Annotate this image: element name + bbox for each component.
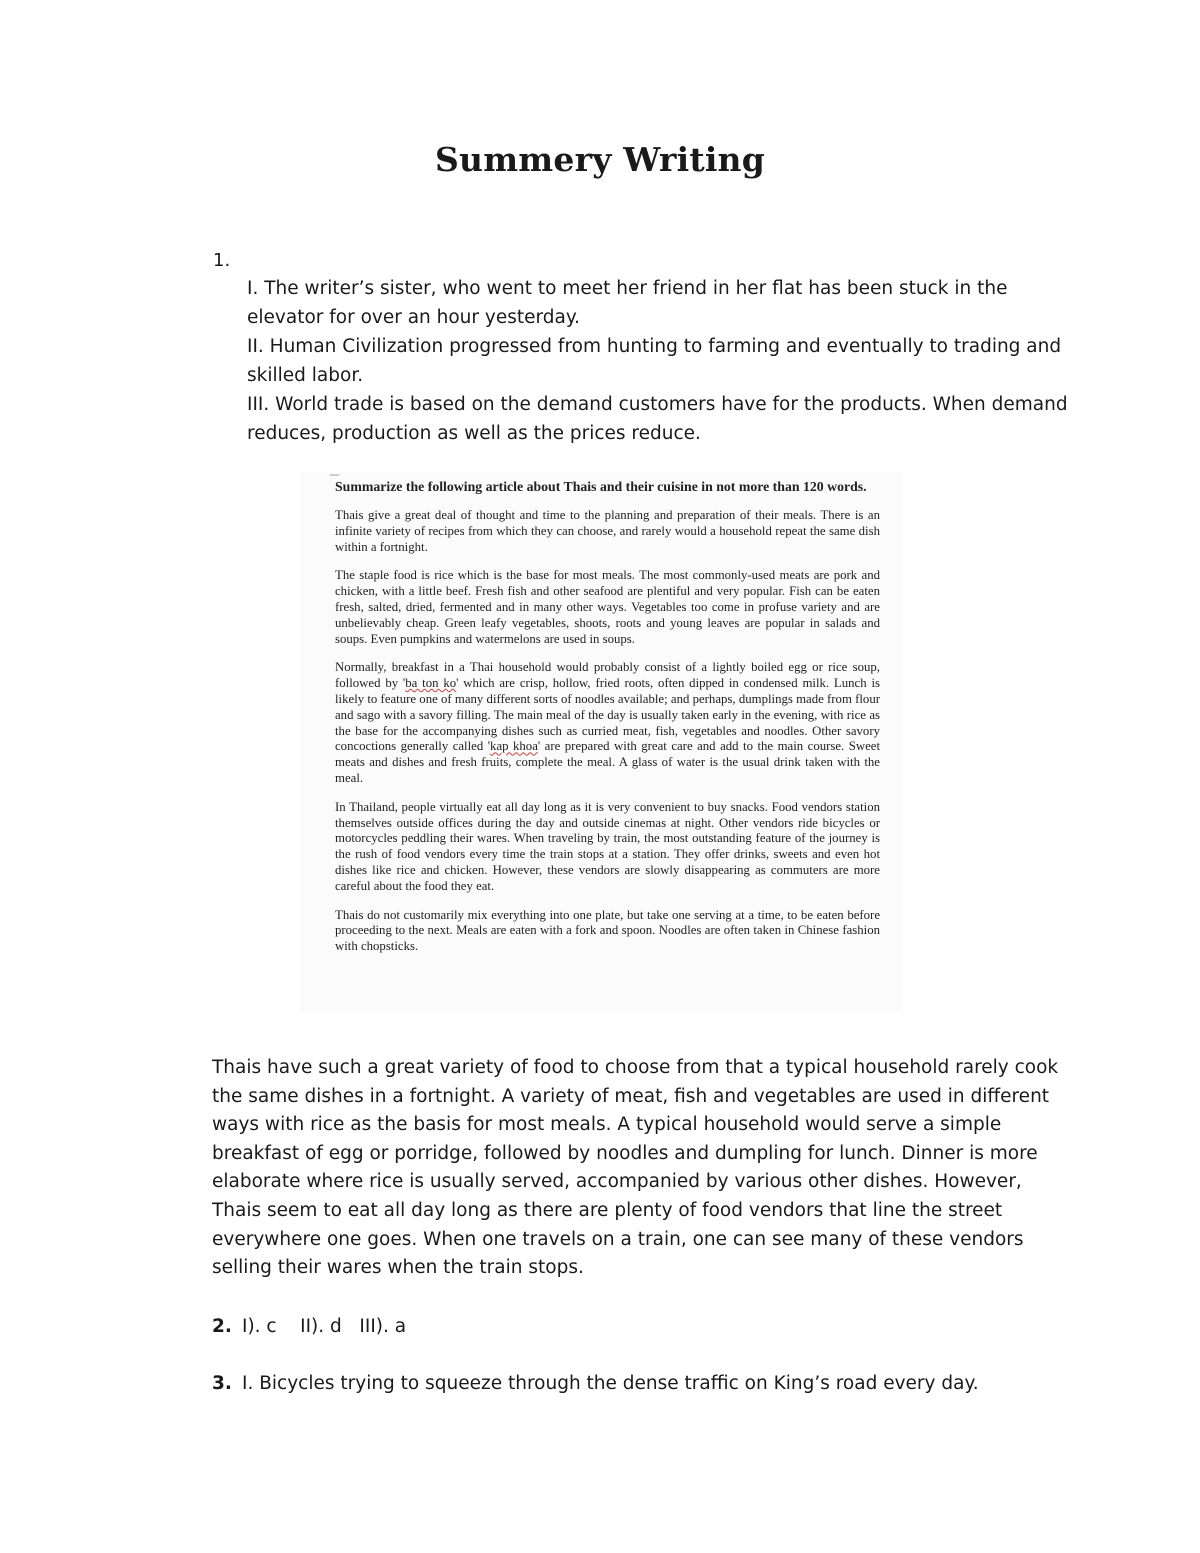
article-paragraph-5: Thais do not customarily mix everything into one plate, but take one serving at a time, to be eaten before proceeding to the next. Meals are eaten with a fork and spoon. Noodles are often taken in Chinese fashion with chopsticks. <box>335 907 880 954</box>
question-3-answer: I. Bicycles trying to squeeze through the dense traffic on King’s road every day. <box>242 1373 979 1394</box>
question-2-row <box>212 1316 406 1337</box>
question-2-answer: I). c II). d III). a <box>242 1316 407 1337</box>
article-paragraph-3-part-c: ' which are crisp, hollow, fried roots, often dipped in condensed milk. Lunch is likely to feature one of many different sorts of noodles available; and perhaps, dumplings made from flour and sago with a savory filling. The main meal of the day is usually taken early in the evening, with rice as the base for the accompanying dishes such as curried meat, fish, vegetables and noodles. Other savory concoctions generally called ' <box>335 676 880 754</box>
article-paragraph-3-part-e: ' are prepared with great care and add to the main course. Sweet meats and dishes and fresh fruits, complete the meal. A glass of water is the usual drink taken with the meal. <box>335 739 881 785</box>
question-3-row <box>212 1373 979 1394</box>
question-1-answers <box>247 274 1077 448</box>
question-3-number: 3. <box>212 1373 232 1394</box>
scanned-article-image <box>300 472 902 1012</box>
page-title: Summery Writing <box>434 140 766 179</box>
summary-paragraph: Thais have such a great variety of food to choose from that a typical household rarely cook the same dishes in a fortnight. A variety of meat, fish and vegetables are used in different ways with rice as the basis for most meals. A typical household would serve a simple breakfast of egg or porridge, followed by noodles and dumpling for lunch. Dinner is more elaborate where rice is usually served, accompanied by various other dishes. However, Thais seem to eat all day long as there are plenty of food vendors that line the street everywhere one goes. When one travels on a train, one can see many of these vendors selling their wares when the train stops. <box>212 1057 1059 1279</box>
question-2-number: 2. <box>212 1316 232 1337</box>
article-paragraph-4: In Thailand, people virtually eat all day long as it is very convenient to buy snacks. Food vendors station themselves outside offices during the day and outside cinemas at night. Other vendors ride bicycles or motorcycles peddling their wares. When traveling by train, the most outstanding feature of the journey is the rush of food vendors every time the train stops at a station. They offer drinks, sweets and even hot dishes like rice and chicken. However, these vendors are slowly disappearing as commuters are more careful about the food they eat. <box>335 799 880 893</box>
article-term-ba-ton-ko: ba ton ko <box>405 676 457 691</box>
scan-corner-mark: ▔▔ <box>330 476 340 482</box>
question-1-item-ii: II. Human Civilization progressed from hunting to farming and eventually to trading and skilled labor. <box>247 336 1062 386</box>
article-instruction: Summarize the following article about Thais and their cuisine in not more than 120 words. <box>335 479 867 494</box>
article-paragraph-1: Thais give a great deal of thought and time to the planning and preparation of their meals. There is an infinite variety of recipes from which they can choose, and rarely would a household repeat the same dish within a fortnight. <box>335 508 880 554</box>
article-paragraph-3 <box>335 660 880 786</box>
article-paragraph-3-part-a: Normally, breakfast in a Thai household would probably consist of a lightly boiled egg or rice soup, followed by ' <box>335 660 880 691</box>
question-1-item-i: I. The writer’s sister, who went to meet her friend in her flat has been stuck in the elevator for over an hour yesterday. <box>247 278 1008 328</box>
question-1-number: 1. <box>213 250 231 271</box>
article-paragraph-2: The staple food is rice which is the base for most meals. The most commonly-used meats are pork and chicken, with a little beef. Fresh fish and other seafood are plentiful and very popular. Fish can be eaten fresh, salted, dried, fermented and in many other ways. Vegetables too come in profuse variety and are unbelievably cheap. Green leafy vegetables, shoots, roots and young leaves are popular in salads and soups. Even pumpkins and watermelons are used in soups. <box>335 568 880 646</box>
question-1-item-iii: III. World trade is based on the demand customers have for the products. When demand reduces, production as well as the prices reduce. <box>247 394 1068 444</box>
article-term-kap-khoa: kap khoa <box>490 739 538 754</box>
